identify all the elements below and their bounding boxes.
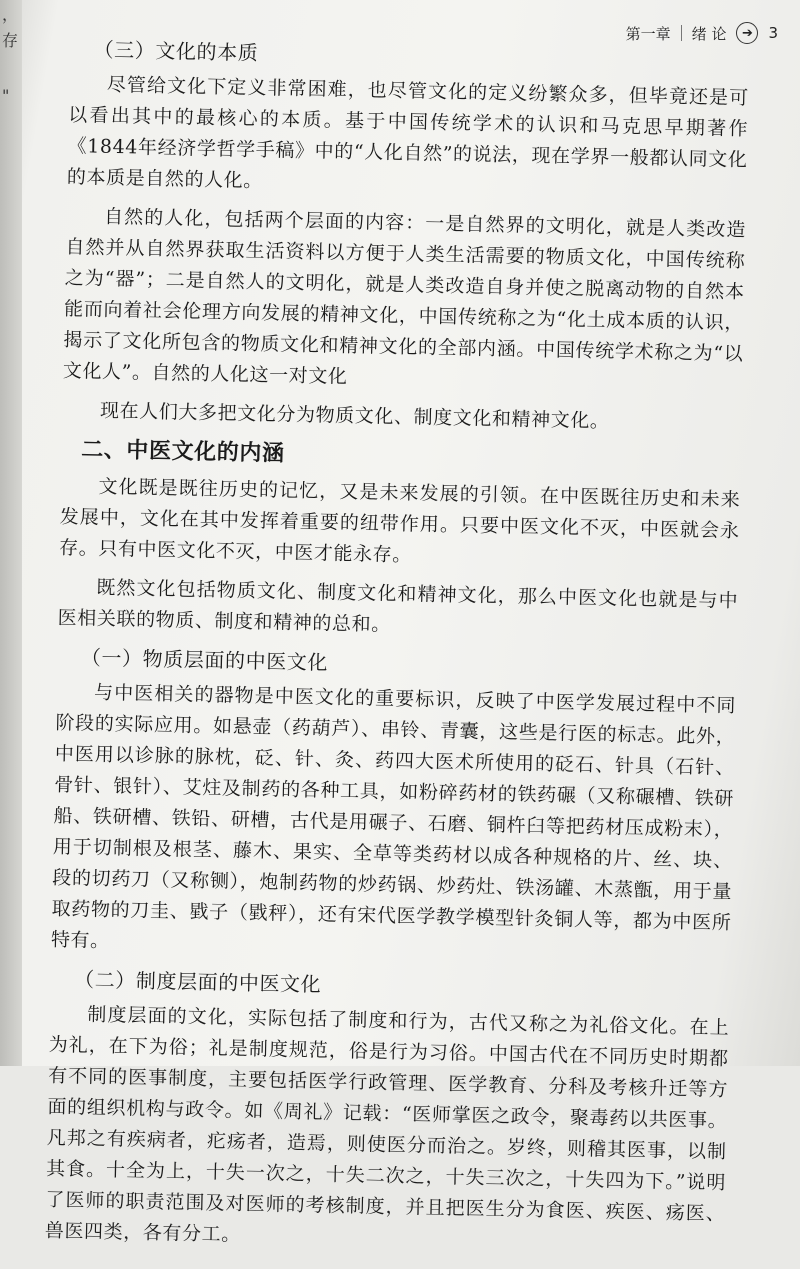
paragraph: 尽管给文化下定义非常困难，也尽管文化的定义纷繁众多，但毕竟还是可以看出其中的最核心的本质。基于中国传统学术的认识和马克思早期著作《1844年经济学哲学手稿》中的“人化自然”的说法，现在学界一般都认同文化的本质是自然的人化。 — [66, 73, 749, 193]
arrow-right-icon: ➔ — [736, 22, 758, 44]
paragraph: 与中医相关的器物是中医文化的重要标识，反映了中医学发展过程中不同阶段的实际应用。如悬壶（药葫芦）、串铃、青囊，这些是行医的标志。此外，中医用以诊脉的脉枕，砭、针、灸、药四大医术所使用的砭石、针具（石针、骨针、银针）、艾炷及制药的各种工具，如粉碎药材的铁药碾（又称碾槽、铁研船、铁研槽、铁铅、研槽，古代是用碾子、石磨、铜杵臼等把药材压成粉末），用于切制根及根茎、藤木、果实、全草等类药材以成各种规格的片、丝、块、段的切药刀（又称铡），炮制药物的炒药锅、炒药灶、铁汤罐、木蒸甑，用于量取药物的刀圭、戥子（戥秤），还有宋代医学教学模型针灸铜人等，都为中医所特有。 — [50, 681, 737, 953]
paragraph: 文化既是既往历史的记忆，又是未来发展的引领。在中医既往历史和未来发展中，文化在其中发挥着重要的纽带作用。只要中医文化不灭，中医就会永存。只有中医文化不灭，中医才能永存。 — [58, 475, 741, 567]
paragraph: 自然的人化，包括两个层面的内容：一是自然界的文明化，就是人类改造自然并从自然界获取生活资料以方便于人类生活需要的物质文化，中国传统称之为“器”；二是自然人的文明化，就是人类改造自身并使之脱离动物的自然本能而向着社会伦理方向发展的精神文化，中国传统称之为“化土成本质的认识，揭示了文化所包含的物质文化和精神文化的全部内涵。中国传统学术称之为“以文化人”。自然的人化这一对文化 — [62, 205, 747, 388]
section-heading-material: （一）物质层面的中医文化 — [80, 645, 329, 675]
paragraph: 现在人们大多把文化分为物质文化、制度文化和精神文化。 — [99, 399, 610, 433]
chapter-title: 绪 论 — [691, 24, 727, 43]
paragraph: 制度层面的文化，实际包括了制度和行为，古代又称之为礼俗文化。在上为礼，在下为俗；礼是制度规范，俗是行为习俗。中国古代在不同历史时期都有不同的医事制度，主要包括医学行政管理、医学教育、分科及考核升迁等方面的组织机构与政令。如《周礼》记载：“医师掌医之政令，聚毒药以共医事。凡邦之有疾病者，疕疡者，造焉，则使医分而治之。岁终，则稽其医事，以制其食。十全为上，十失一次之，十失二次之，十失三次之，十失四为下。”说明了医师的职责范围及对医师的考核制度，并且把医生分为食医、疾医、疡医、兽医四类，各有分工。 — [44, 1003, 730, 1246]
chapter-heading-tcm-culture: 二、中医文化的内涵 — [80, 436, 285, 467]
section-heading-institutional: （二）制度层面的中医文化 — [73, 967, 322, 997]
paragraph: 既然文化包括物质文化、制度文化和精神文化，那么中医文化也就是与中医相关联的物质、制度和精神的总和。 — [57, 576, 739, 636]
page-body — [44, 30, 750, 1269]
previous-page-edge — [0, 0, 22, 1066]
running-head — [626, 22, 778, 44]
chapter-label: 第一章 — [625, 24, 671, 43]
previous-page-mark: ， — [2, 5, 19, 24]
header-divider — [681, 25, 682, 41]
previous-page-mark: 存 — [2, 31, 19, 50]
page-number: 3 — [768, 24, 778, 42]
section-heading-essence: （三）文化的本质 — [93, 37, 259, 65]
previous-page-mark: " — [2, 86, 10, 105]
